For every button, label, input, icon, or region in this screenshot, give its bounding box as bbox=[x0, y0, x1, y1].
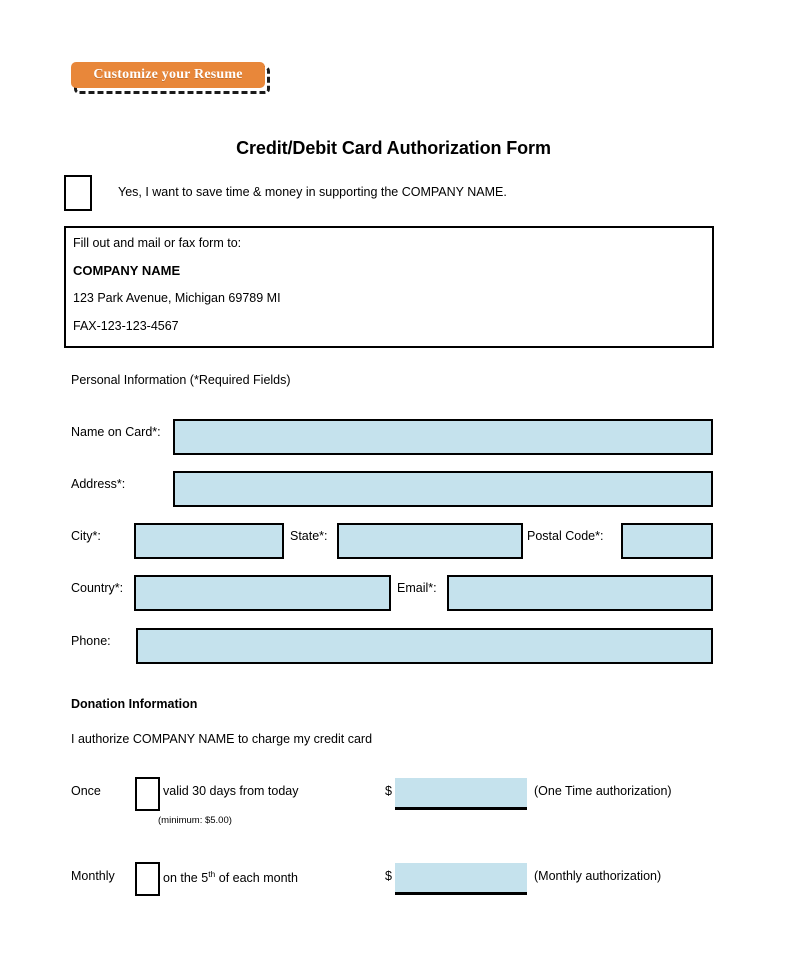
monthly-description-ordinal: th bbox=[208, 869, 216, 879]
once-description: valid 30 days from today bbox=[163, 784, 299, 798]
personal-information-heading: Personal Information (*Required Fields) bbox=[71, 373, 291, 387]
monthly-authorization-note: (Monthly authorization) bbox=[534, 869, 662, 883]
consent-label: Yes, I want to save time & money in supporting the COMPANY NAME. bbox=[118, 185, 507, 199]
once-checkbox[interactable] bbox=[135, 777, 160, 811]
postal-code-label: Postal Code*: bbox=[527, 529, 604, 543]
customize-resume-button-label[interactable]: Customize your Resume bbox=[71, 62, 265, 88]
monthly-frequency-label: Monthly bbox=[71, 869, 115, 883]
mailing-address-box bbox=[64, 226, 714, 348]
mail-company-name: COMPANY NAME bbox=[73, 263, 181, 278]
phone-input[interactable] bbox=[136, 628, 713, 664]
monthly-description-prefix: on the 5 bbox=[163, 871, 209, 886]
monthly-description bbox=[163, 869, 298, 885]
email-input[interactable] bbox=[447, 575, 713, 611]
mail-fax-number: FAX-123-123-4567 bbox=[73, 319, 179, 333]
email-label: Email*: bbox=[397, 581, 437, 595]
consent-checkbox[interactable] bbox=[64, 175, 92, 211]
address-label: Address*: bbox=[71, 477, 126, 491]
once-currency-symbol: $ bbox=[385, 784, 392, 798]
state-input[interactable] bbox=[337, 523, 523, 559]
consent-row bbox=[64, 175, 724, 215]
address-input[interactable] bbox=[173, 471, 713, 507]
city-label: City*: bbox=[71, 529, 101, 543]
mail-street-address: 123 Park Avenue, Michigan 69789 MI bbox=[73, 291, 281, 305]
authorize-statement: I authorize COMPANY NAME to charge my credit card bbox=[71, 732, 373, 746]
postal-code-input[interactable] bbox=[621, 523, 713, 559]
once-amount-input[interactable] bbox=[395, 778, 527, 810]
country-input[interactable] bbox=[134, 575, 391, 611]
monthly-description-suffix: of each month bbox=[215, 871, 298, 886]
once-authorization-note: (One Time authorization) bbox=[534, 784, 672, 798]
mail-instruction: Fill out and mail or fax form to: bbox=[73, 236, 242, 250]
monthly-currency-symbol: $ bbox=[385, 869, 392, 883]
customize-resume-badge[interactable] bbox=[71, 62, 271, 96]
name-on-card-input[interactable] bbox=[173, 419, 713, 455]
once-frequency-label: Once bbox=[71, 784, 101, 798]
city-input[interactable] bbox=[134, 523, 284, 559]
monthly-checkbox[interactable] bbox=[135, 862, 160, 896]
state-label: State*: bbox=[290, 529, 328, 543]
donation-information-heading: Donation Information bbox=[71, 697, 198, 711]
monthly-amount-input[interactable] bbox=[395, 863, 527, 895]
name-on-card-label: Name on Card*: bbox=[71, 425, 161, 439]
phone-label: Phone: bbox=[71, 634, 111, 648]
once-minimum-note: (minimum: $5.00) bbox=[158, 815, 232, 826]
country-label: Country*: bbox=[71, 581, 124, 595]
page-title: Credit/Debit Card Authorization Form bbox=[236, 138, 551, 158]
